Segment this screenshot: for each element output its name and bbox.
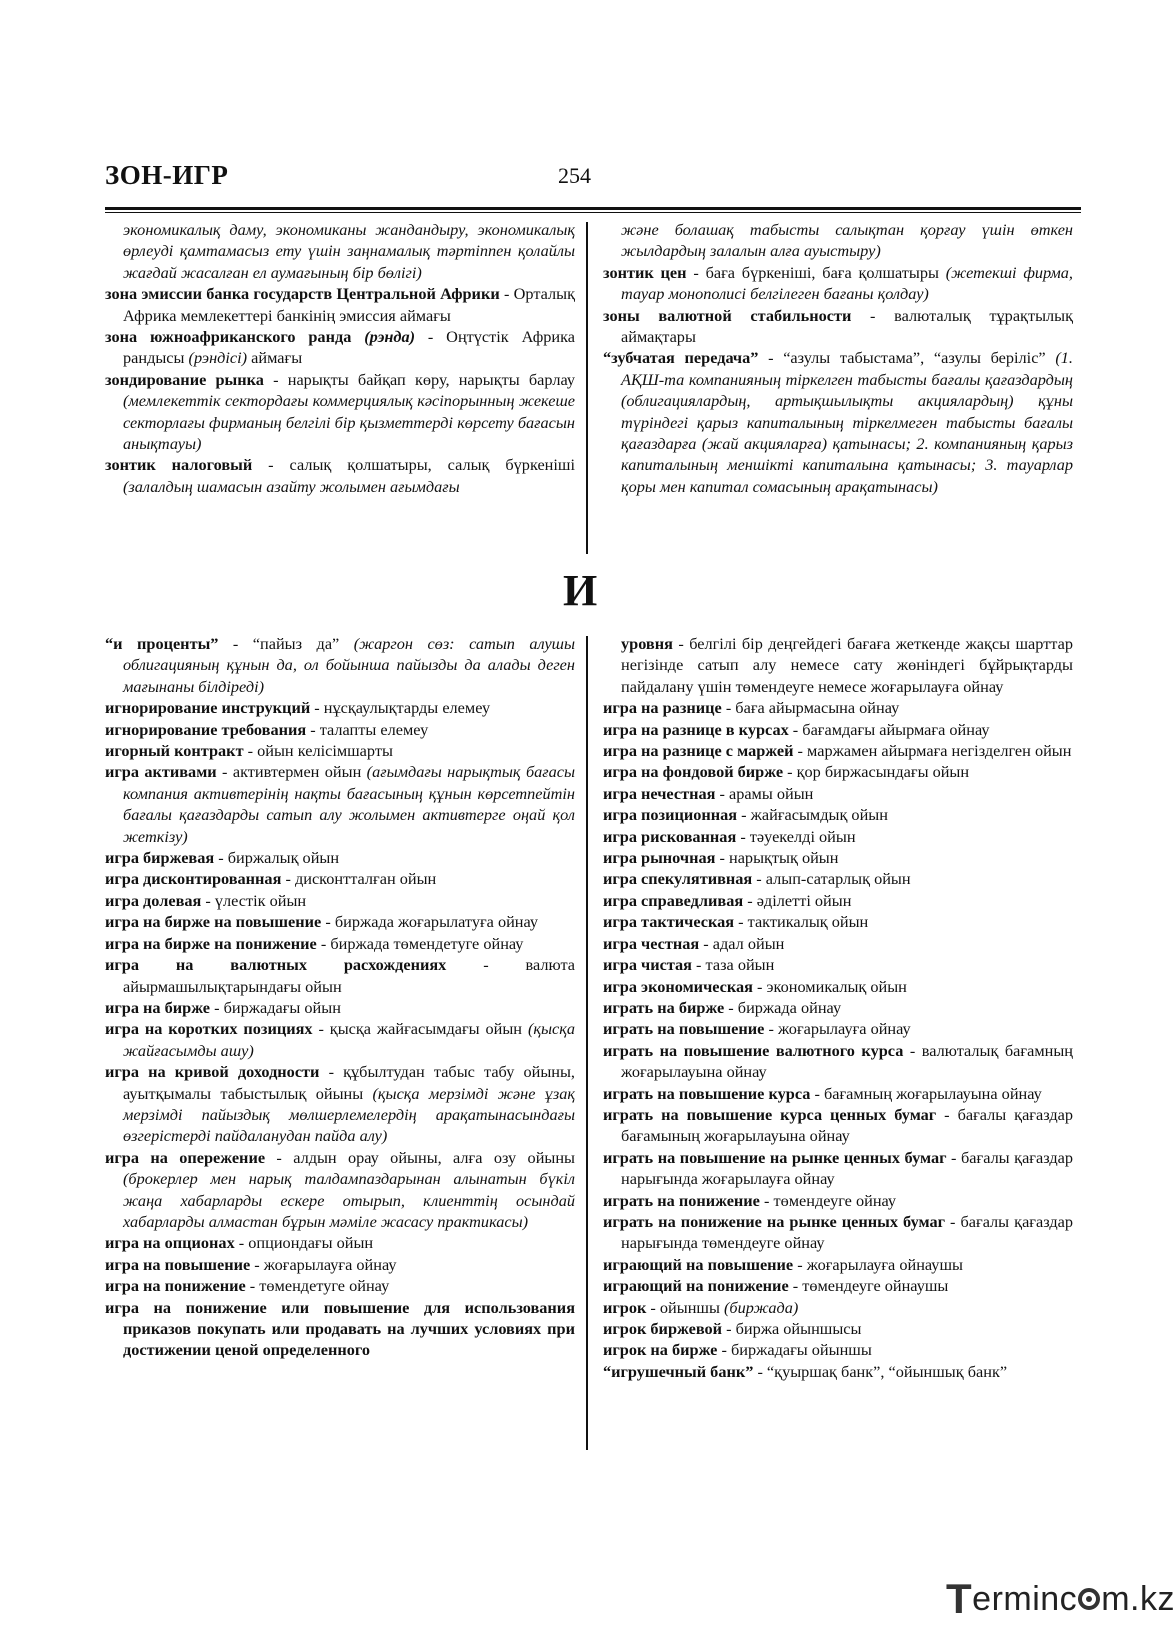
termincom-watermark <box>946 1575 1175 1623</box>
entry-definition: - биржадағы ойыншы <box>717 1340 872 1360</box>
entry-definition: - төмендетуге ойнау <box>245 1276 390 1296</box>
entry-note: (залалдың шамасын азайту жолымен ағымдағы <box>123 476 460 496</box>
entry-term: “и проценты” <box>105 634 219 653</box>
dictionary-entry <box>105 719 575 740</box>
entry-term: игорный контракт <box>105 741 244 761</box>
entry-definition: - нұсқаулықтарды елемеу <box>310 698 491 718</box>
entry-definition: - активтермен ойын <box>216 762 367 782</box>
entry-definition: - төмендеуге ойнаушы <box>788 1276 949 1296</box>
entry-term: “игрушечный банк” <box>603 1361 754 1381</box>
entry-definition: - қысқа жайғасымдағы ойын <box>312 1019 528 1039</box>
entry-note: (қысқа жайғасымды ашу) <box>123 1019 575 1060</box>
entry-note: (брокерлер мен нарық талдампаздарынан алынатын бүкіл жаңа хабарларды ескере отырып, клиенттің осындай хабарларды алмастан бұрын мәміле жасасу практикасы) <box>123 1169 575 1231</box>
dictionary-entry <box>105 1297 575 1361</box>
entry-term: игра на понижение или повышение для использования приказов покупать или продавать на лучших условиях при достижении ценой определенного <box>105 1297 575 1360</box>
entry-term: зонтик налоговый <box>105 455 253 475</box>
entry-definition: - биржада төмендетуге ойнау <box>316 933 524 953</box>
dictionary-entry <box>603 761 1073 782</box>
column-top-right <box>603 219 1073 497</box>
dictionary-entry <box>105 454 575 497</box>
entry-note: (мемлекеттік сектордағы коммерциялық кәсіпорынның жекеше секторлағы фирманың белгілі бір қызметтерді көрсету бағасын анықтауы) <box>123 391 575 454</box>
entry-term: уровня <box>621 634 673 653</box>
entry-term: играть на понижение на рынке ценных бумаг <box>603 1211 946 1231</box>
entry-term: игра на разнице в курсах <box>603 719 789 739</box>
entry-definition: - бағалы қағаздар бағамының жоғарылауына ойнау <box>621 1104 1073 1146</box>
entry-note: (ағымдағы нарықтық бағасы компания активтерінің нақты бағасының құнын көрсетпейтін бағалы қағаздарды сатып алу жолымен активтерге оңай қол жеткізу) <box>123 762 576 846</box>
dictionary-entry <box>105 997 575 1018</box>
entry-definition: - алып-сатарлық ойын <box>752 869 911 889</box>
dictionary-entry <box>603 1104 1073 1147</box>
dictionary-entry <box>603 997 1073 1018</box>
entry-term: игра на опционах <box>105 1233 235 1253</box>
dictionary-entry <box>603 1040 1073 1083</box>
entry-definition: - қор биржасындағы ойын <box>783 762 970 782</box>
dictionary-entry <box>603 1275 1073 1296</box>
dictionary-entry <box>105 868 575 889</box>
entry-definition: - ойын келісімшарты <box>243 741 393 761</box>
entry-definition: - “пайыз да” <box>218 634 354 653</box>
dictionary-entry <box>603 1339 1073 1360</box>
dictionary-entry <box>105 1018 575 1061</box>
dictionary-entry <box>105 697 575 718</box>
entry-definition: - Оңтүстік Африка рандысы <box>123 327 575 368</box>
entry-definition: - биржалық ойын <box>214 848 340 868</box>
dictionary-entry <box>603 804 1073 825</box>
entry-term: игра рыночная <box>603 848 716 868</box>
entry-definition: - ойыншы <box>646 1297 724 1317</box>
entry-term: игнорирование требования <box>105 719 307 739</box>
dictionary-entry <box>603 262 1073 305</box>
entry-definition: - биржада ойнау <box>724 997 842 1017</box>
dictionary-entry <box>105 1232 575 1253</box>
dictionary-entry <box>105 847 575 868</box>
entry-definition: - биржада жоғарылатуға ойнау <box>321 912 539 932</box>
entry-term: игнорирование инструкций <box>105 698 311 718</box>
dictionary-entry <box>603 976 1073 997</box>
dictionary-entry <box>603 719 1073 740</box>
entry-definition: - бағамдағы айырмаға ойнау <box>788 719 990 739</box>
entry-definition: - төмендеуге ойнау <box>759 1190 897 1210</box>
entry-term: игра справедливая <box>603 890 744 910</box>
entry-definition: - нарықтық ойын <box>715 848 839 868</box>
dictionary-entry <box>105 633 575 697</box>
running-head: ЗОН-ИГР <box>105 160 229 190</box>
entry-term: игра дисконтированная <box>105 869 282 889</box>
dictionary-entry <box>105 283 575 326</box>
entry-term: “зубчатая передача” <box>603 348 759 368</box>
dictionary-entry <box>603 1318 1073 1339</box>
dictionary-entry <box>603 847 1073 868</box>
entry-definition: - дисконтталған ойын <box>281 869 437 889</box>
entry-term: игра экономическая <box>603 976 753 996</box>
entry-note: және болашақ табысты салықтан қорғау үшін өткен жылдардың залалын алға ауыстыру) <box>621 220 1073 261</box>
entry-note: экономикалық даму, экономиканы жандандыру, экономикалық өрлеуді қамтамасыз ету үшін заңнамалық тәртіппен қолайлы жағдай жасалған ел аумағының бір бөлігі) <box>123 220 575 282</box>
entry-term: игра позиционная <box>603 805 738 825</box>
entry-term: игра на кривой доходности <box>105 1062 320 1082</box>
target-icon <box>1078 1588 1100 1610</box>
entry-term: игра нечестная <box>603 783 716 803</box>
dictionary-entry <box>603 1297 1073 1318</box>
entry-definition: - бағамның жоғарылауына ойнау <box>810 1083 1042 1103</box>
entry-term: игра долевая <box>105 890 202 910</box>
dictionary-entry <box>603 1018 1073 1039</box>
entry-definition: - баға бүркеніші, баға қолшатыры <box>686 262 946 282</box>
entry-term: игрок <box>603 1297 647 1317</box>
entry-term: игра честная <box>603 933 700 953</box>
entry-definition-tail: аймағы <box>247 348 303 368</box>
entry-definition: - бағалы қағаздар нарығында төмендеуге ойнау <box>621 1211 1073 1253</box>
dictionary-entry <box>105 933 575 954</box>
entry-definition: - салық қолшатыры, салық бүркеніші <box>252 455 575 475</box>
entry-term: игра на разнице <box>603 698 722 718</box>
dictionary-entry <box>603 868 1073 889</box>
dictionary-entry <box>105 326 575 369</box>
dictionary-entry <box>603 826 1073 847</box>
column-bottom-right <box>603 633 1073 1382</box>
dictionary-entry <box>105 954 575 997</box>
dictionary-entry <box>603 1254 1073 1275</box>
entry-definition: - маржамен айырмаға негізделген ойын <box>793 741 1072 761</box>
entry-term: игра тактическая <box>603 912 735 932</box>
dictionary-entry <box>105 1275 575 1296</box>
entry-term: игра на разнице с маржей <box>603 741 794 761</box>
entry-definition: - опциондағы ойын <box>234 1233 374 1253</box>
dictionary-entry <box>105 740 575 761</box>
entry-definition: - баға айырмасына ойнау <box>721 698 900 718</box>
column-top-left <box>105 219 575 497</box>
entry-continuation <box>603 219 1073 262</box>
entry-term: играющий на повышение <box>603 1254 794 1274</box>
entry-term: играть на повышение курса <box>603 1083 811 1103</box>
entry-term: играть на бирже <box>603 997 725 1017</box>
entry-definition: - жоғарылауға ойнау <box>764 1019 911 1039</box>
column-divider-bottom <box>586 636 588 1450</box>
dictionary-entry <box>603 890 1073 911</box>
watermark-text-end: m.kz <box>1101 1579 1175 1618</box>
entry-term: играть на повышение валютного курса <box>603 1040 904 1060</box>
entry-definition: - тәуекелді ойын <box>736 826 856 846</box>
dictionary-entry <box>105 911 575 932</box>
entry-definition: - валюталық бағамның жоғарылауына ойнау <box>621 1040 1073 1082</box>
entry-term: играющий на понижение <box>603 1276 789 1296</box>
dictionary-entry <box>105 761 575 847</box>
entry-definition: - бағалы қағаздар нарығында жоғарылауға ойнау <box>621 1147 1073 1189</box>
entry-definition: - Орталық Африка мемлекеттері банкінің эмиссия аймағы <box>123 284 575 325</box>
entry-definition: - құбылтудан табыс табу ойыны, ауытқымалы табыстылық ойыны <box>123 1062 575 1103</box>
entry-note: (рэндісі) <box>188 348 248 368</box>
entry-definition: - әділетті ойын <box>743 890 852 910</box>
entry-definition: - белгілі бір деңгейдегі бағаға жеткенде жақсы шарттар негізінде сатып алу немесе сату жөніндегі бұйрықтарды пайдалану үшін төмендеуге немесе жоғарылауға ойнау <box>621 634 1073 696</box>
entry-term: играть на повышение <box>603 1019 765 1039</box>
entry-term: игра на фондовой бирже <box>603 762 784 782</box>
entry-term: игра биржевая <box>105 848 215 868</box>
dictionary-entry <box>603 1083 1073 1104</box>
dictionary-entry <box>603 347 1073 497</box>
entry-definition: - “азулы табыстама”, “азулы беріліс” <box>758 348 1056 368</box>
entry-definition: - үлестік ойын <box>201 890 307 910</box>
entry-note: (қысқа мерзімді және ұзақ мерзімді пайыздық мөлшерлемелердің арақатынасындағы өзгерістерді пайдаланудан пайда алу) <box>123 1083 575 1146</box>
entry-term: играть на повышение курса ценных бумаг <box>603 1104 937 1124</box>
entry-term-variant: (рэнда) <box>351 327 416 347</box>
entry-definition: - валюталық тұрақтылық аймақтары <box>621 305 1073 347</box>
entry-definition: - тактикалық ойын <box>734 912 869 932</box>
dictionary-entry <box>603 740 1073 761</box>
entry-definition: - “қуыршақ банк”, “ойыншық банк” <box>753 1361 1008 1381</box>
entry-definition: - валюта айырмашылықтарындағы ойын <box>123 955 575 996</box>
entry-term: игра на бирже на повышение <box>105 912 322 932</box>
dictionary-entry <box>603 1147 1073 1190</box>
dictionary-entry <box>603 1190 1073 1211</box>
section-letter: И <box>563 566 598 615</box>
entry-term: игрок биржевой <box>603 1319 723 1338</box>
entry-term: игра на опережение <box>105 1147 266 1167</box>
dictionary-entry <box>603 933 1073 954</box>
entry-definition: - адал ойын <box>699 933 785 953</box>
dictionary-entry <box>105 1254 575 1275</box>
entry-term: зондирование рынка <box>105 369 264 389</box>
entry-definition: - биржадағы ойын <box>210 997 341 1017</box>
entry-definition: - таза ойын <box>691 955 775 975</box>
dictionary-entry <box>603 954 1073 975</box>
column-divider-top <box>586 222 588 554</box>
entry-definition: - экономикалық ойын <box>752 976 907 996</box>
entry-definition: - арамы ойын <box>715 783 814 803</box>
entry-term: игра рискованная <box>603 826 737 846</box>
entry-term: зоны валютной стабильности <box>603 305 852 325</box>
entry-note: (биржада) <box>723 1297 799 1317</box>
header-rule-thick <box>105 207 1081 210</box>
header-rule-thin <box>105 212 1081 213</box>
entry-note: (1. АҚШ-та компанияның тіркелген табысты бағалы қағаздардың (облигациялардың, артықшылықты акциялардың) құны түріндегі қарыз капиталының тіркелмеген табысты бағалы қағаздарға (жай акцияларға) қатынасы; 2. компанияның қарыз капиталының меншікті капиталына қатынасы; 3. тауарлар қоры мен капитал сомасының арақатынасы) <box>621 348 1073 496</box>
entry-definition: - жоғарылауға ойнау <box>250 1254 397 1274</box>
entry-note: (жаргон сөз: сатып алушы облигацияның құнын да, ол бойынша пайызды да алады деген мағынаны білдіреді) <box>123 634 575 696</box>
entry-term: зонтик цен <box>603 262 687 282</box>
watermark-t: T <box>946 1575 973 1622</box>
dictionary-entry <box>105 1061 575 1147</box>
entry-definition: - биржа ойыншысы <box>722 1319 862 1338</box>
entry-term: игра на коротких позициях <box>105 1019 313 1039</box>
entry-term: игра на понижение <box>105 1276 246 1296</box>
entry-definition: - жайғасымдық ойын <box>737 805 888 825</box>
dictionary-entry <box>603 1211 1073 1254</box>
entry-term: зона эмиссии банка государств Центральной Африки <box>105 284 500 304</box>
entry-term: играть на понижение <box>603 1190 760 1210</box>
entry-definition: - алдын орау ойыны, алға озу ойыны <box>265 1147 575 1167</box>
entry-definition: - нарықты байқап көру, нарықты барлау <box>263 369 575 389</box>
entry-continuation <box>105 219 575 283</box>
entry-term: играть на повышение на рынке ценных бумаг <box>603 1147 947 1167</box>
entry-note: (жетекші фирма, тауар монополисі белгілеген бағаны қолдау) <box>621 262 1073 304</box>
dictionary-entry <box>105 369 575 455</box>
entry-term: зона южноафриканского ранда <box>105 327 352 347</box>
entry-term: игра на повышение <box>105 1254 251 1274</box>
page-number: 254 <box>558 163 591 188</box>
entry-term: игра на бирже на понижение <box>105 933 317 953</box>
dictionary-entry <box>105 890 575 911</box>
dictionary-entry <box>603 1361 1073 1382</box>
dictionary-entry <box>603 783 1073 804</box>
entry-term: игрок на бирже <box>603 1340 718 1360</box>
dictionary-entry <box>603 911 1073 932</box>
entry-term: игра активами <box>105 762 217 782</box>
entry-continuation <box>603 633 1073 697</box>
column-bottom-left <box>105 633 575 1361</box>
dictionary-entry <box>603 697 1073 718</box>
entry-term: игра на валютных расхождениях <box>105 955 447 975</box>
entry-term: игра чистая <box>603 955 692 975</box>
entry-term: игра на бирже <box>105 997 211 1017</box>
dictionary-entry <box>603 305 1073 348</box>
watermark-text-mid: erminc <box>972 1579 1078 1618</box>
entry-definition: - талапты елемеу <box>306 719 429 739</box>
dictionary-entry <box>105 1147 575 1233</box>
entry-definition: - жоғарылауға ойнаушы <box>793 1254 963 1274</box>
entry-term: игра спекулятивная <box>603 869 753 889</box>
